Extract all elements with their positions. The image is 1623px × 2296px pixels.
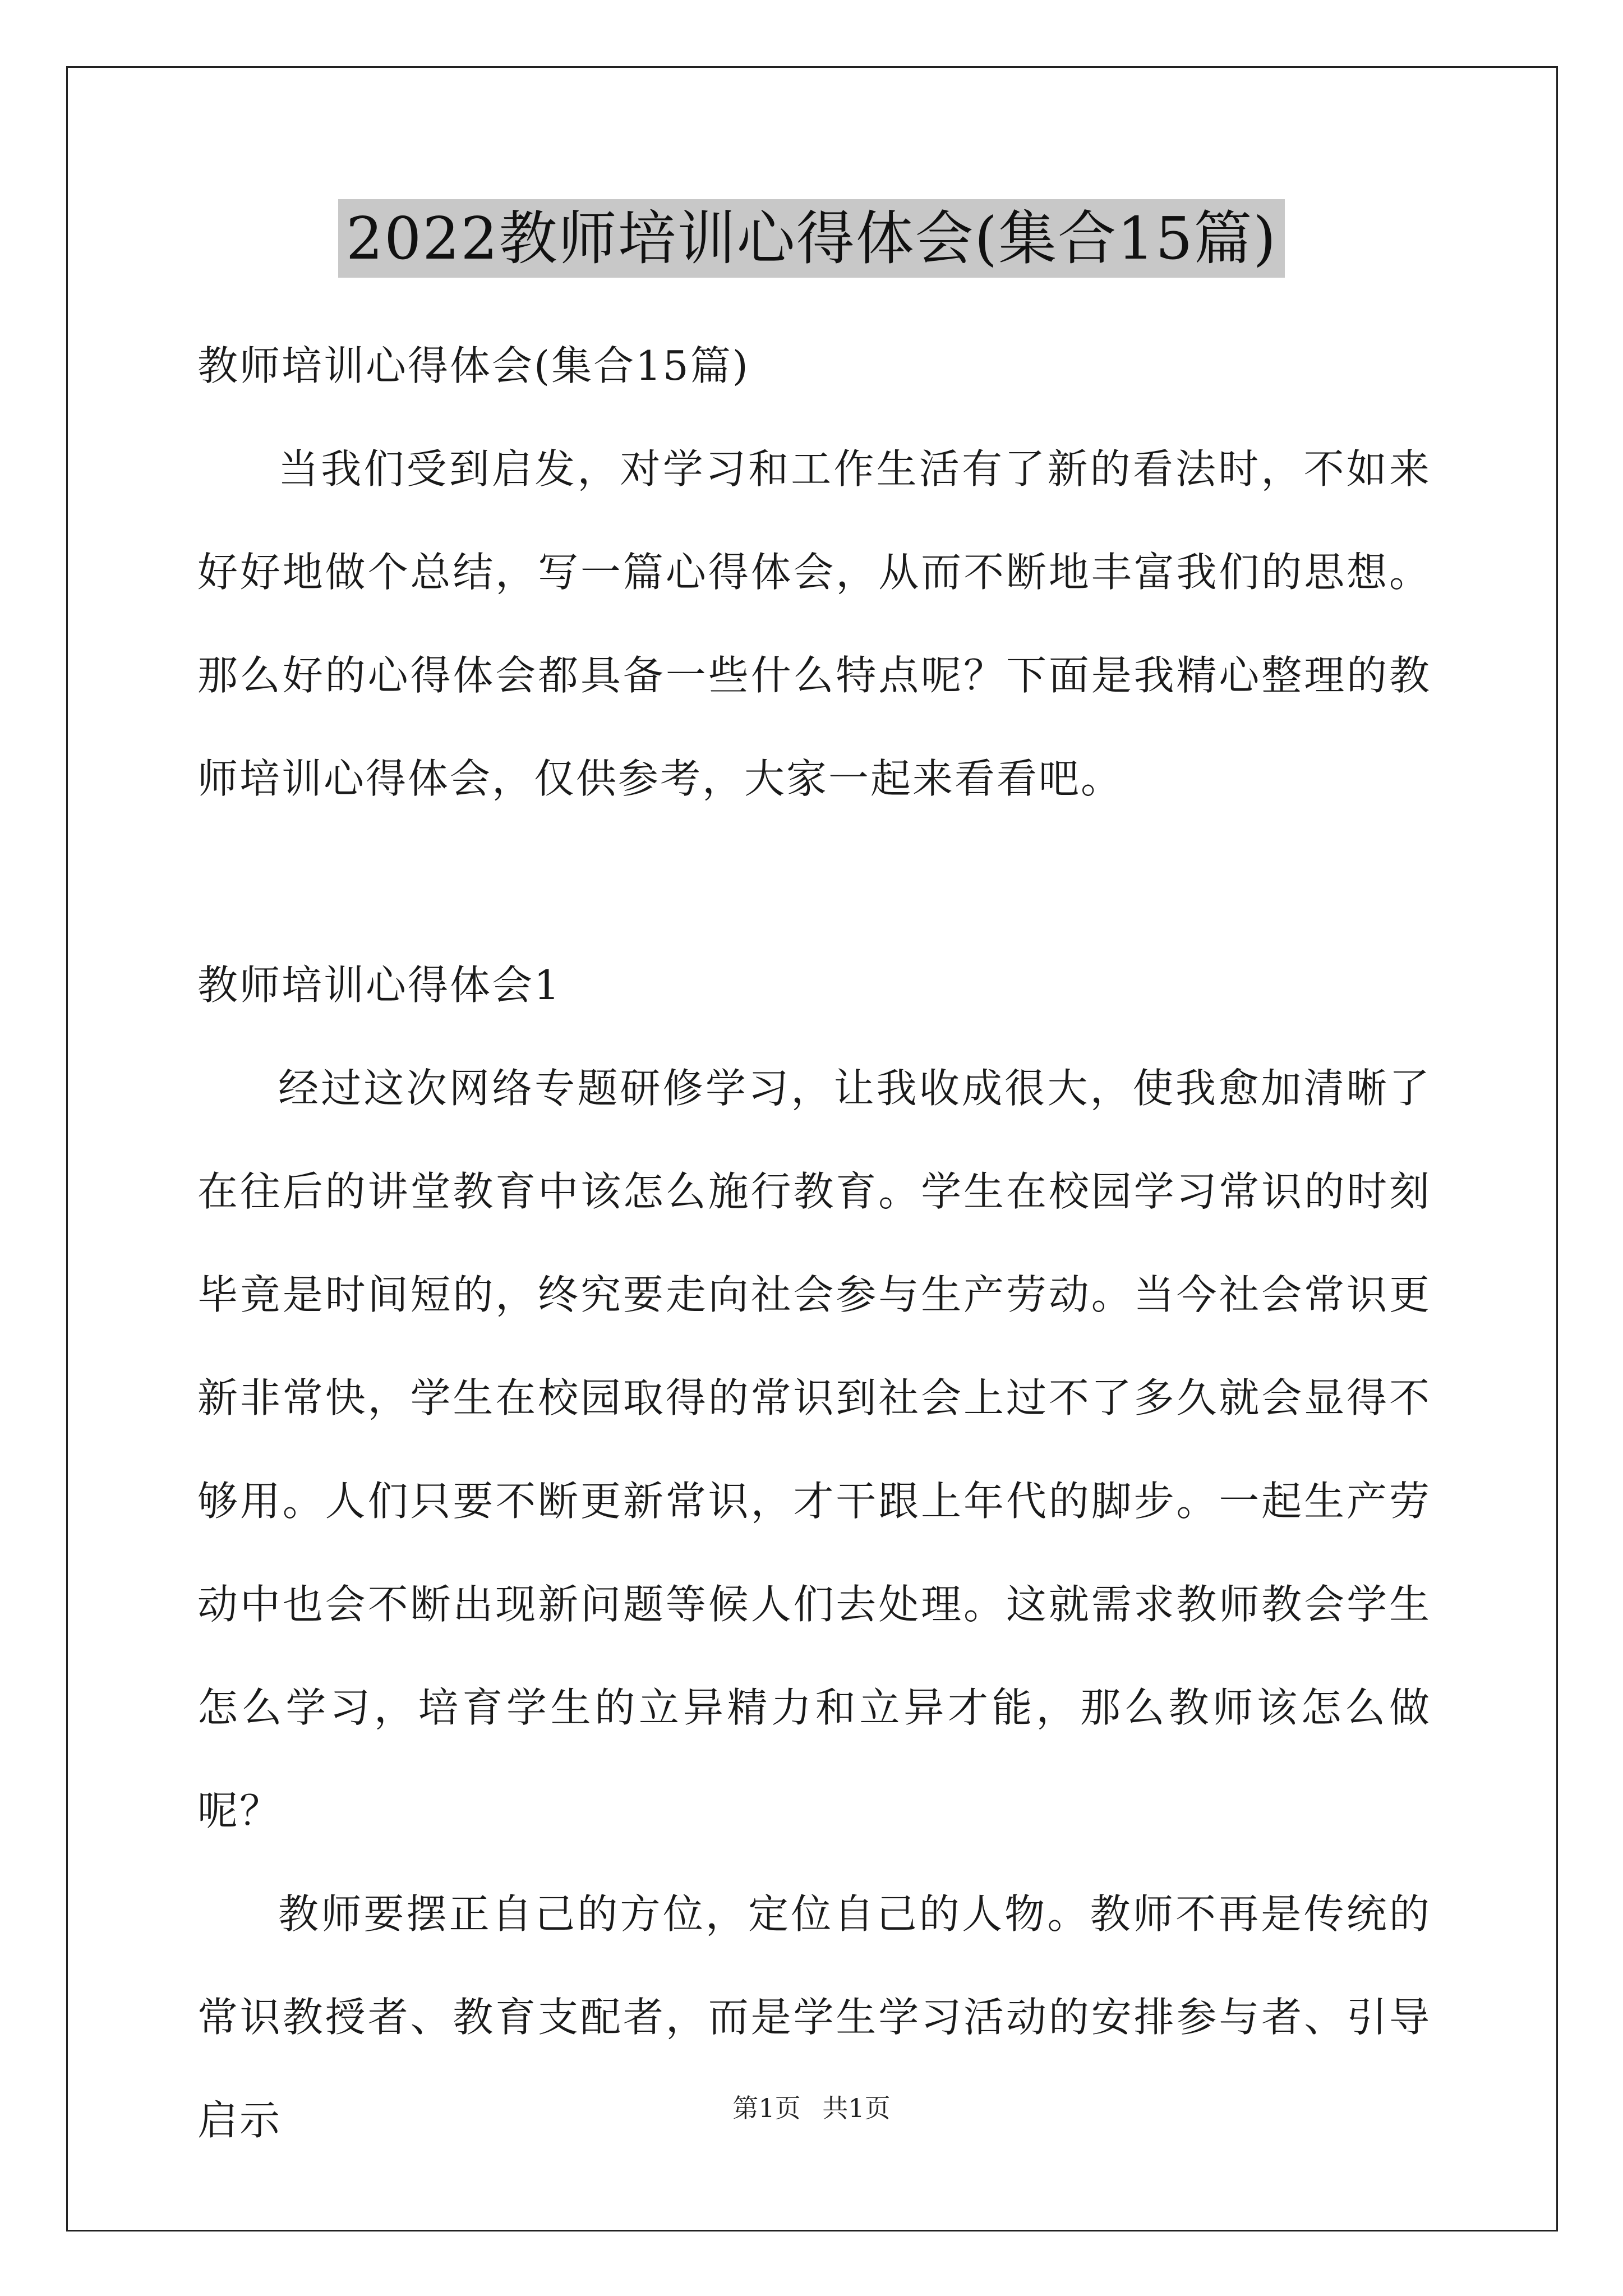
- intro-paragraph: 当我们受到启发，对学习和工作生活有了新的看法时，不如来好好地做个总结，写一篇心得体会，从而不断地丰富我们的思想。那么好的心得体会都具备一些什么特点呢？下面是我精心整理的教师培训心得体会，仅供参考，大家一起来看看吧。: [197, 445, 1431, 802]
- page-footer: [0, 2091, 1623, 2125]
- body-paragraph: 经过这次网络专题研修学习，让我收成很大，使我愈加清晰了在往后的讲堂教育中该怎么施行教育。学生在校园学习常识的时刻毕竟是时间短的，终究要走向社会参与生产劳动。当今社会常识更新非常快，学生在校园取得的常识到社会上过不了多久就会显得不够用。人们只要不断更新常识，才干跟上年代的脚步。一起生产劳动中也会不断出现新问题等候人们去处理。这就需求教师教会学生怎么学习，培育学生的立异精力和立异才能，那么教师该怎么做呢？: [197, 1065, 1431, 1834]
- document-subtitle: 教师培训心得体会(集合15篇): [197, 342, 750, 389]
- page-total: 共1页: [822, 2093, 891, 2123]
- section-heading: 教师培训心得体会1: [197, 961, 561, 1009]
- document-title: 2022教师培训心得体会(集合15篇): [338, 199, 1285, 278]
- body-paragraph: 教师要摆正自己的方位，定位自己的人物。教师不再是传统的常识教授者、教育支配者，而是学生学习活动的安排参与者、引导启示: [197, 1890, 1431, 2144]
- document-body: [197, 314, 1431, 2172]
- title-container: [0, 199, 1623, 278]
- page-number: 第1页: [732, 2093, 801, 2123]
